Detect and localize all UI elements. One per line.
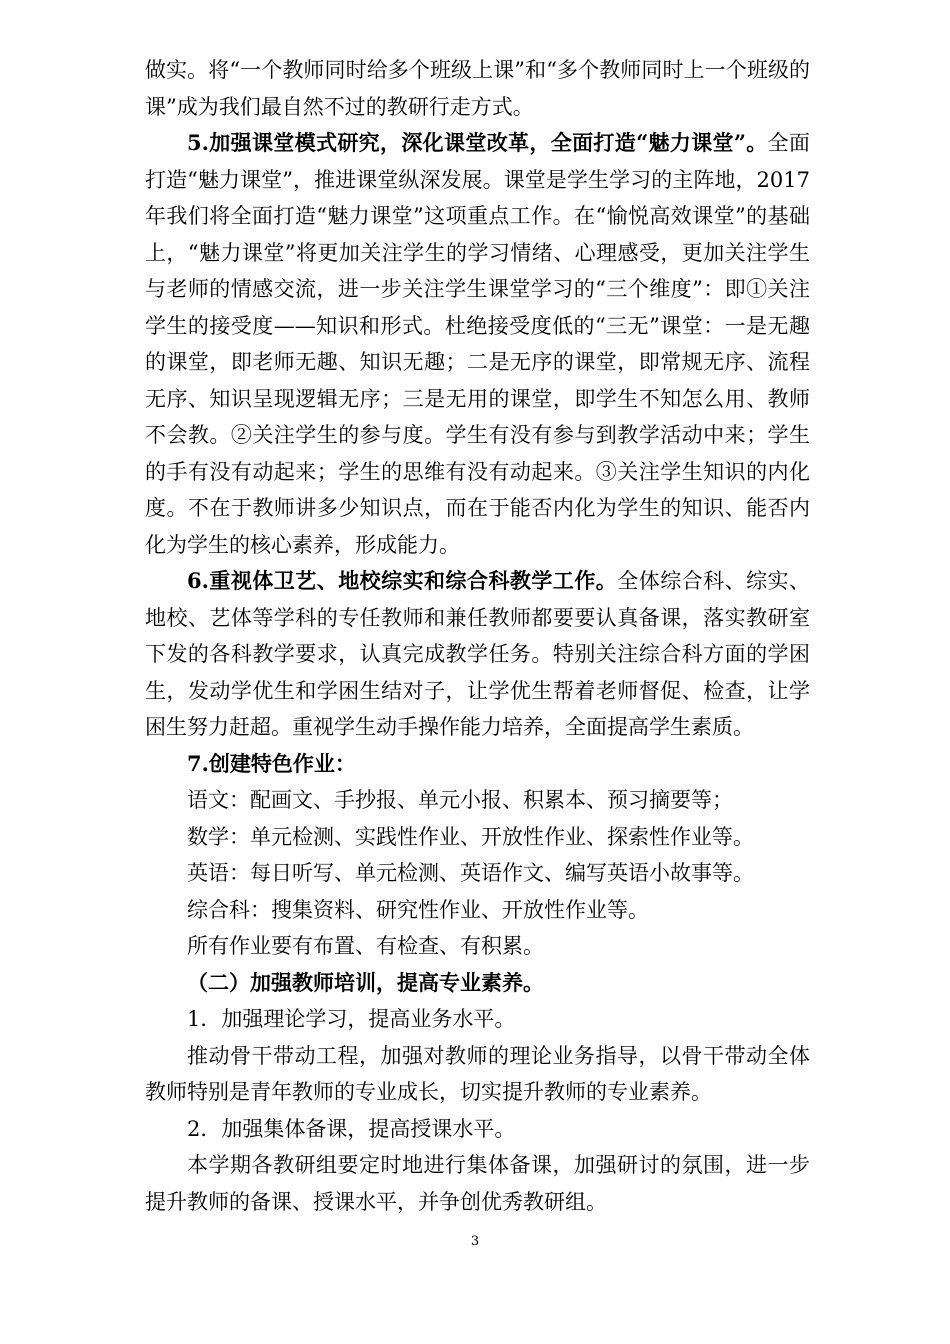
- paragraph-continuation: [145, 52, 810, 125]
- homework-item-summary: 所有作业要有布置、有检查、有积累。: [187, 934, 544, 958]
- homework-item-math: 数学：单元检测、实践性作业、开放性作业、探索性作业等。: [187, 824, 754, 849]
- paragraph-classroom-model: [145, 125, 810, 563]
- section-heading-7: 7.创建特色作业：: [187, 750, 356, 776]
- page-number: 3: [470, 1234, 480, 1249]
- paragraph-text: 做实。将“一个教师同时给多个班级上课”和“多个教师同时上一个班级的课”成为我们最自然不过的教研行走方式。: [145, 58, 810, 119]
- paragraph-special-homework: [145, 746, 810, 783]
- paragraph-lesson-prep: 本学期各教研组要定时地进行集体备课，加强研讨的氛围，进一步提升教师的备课、授课水平，并争创优秀教研组。: [145, 1153, 810, 1214]
- subsection-title-lesson-prep: 2．加强集体备课，提高授课水平。: [187, 1116, 516, 1141]
- section-heading-6: 6.重视体卫艺、地校综实和综合科教学工作。: [187, 568, 618, 593]
- paragraph-text: 全体综合科、综实、地校、艺体等学科的专任教师和兼任教师都要要认真备课，落实教研室下发的各科教学要求，认真完成教学任务。特别关注综合科方面的学困生，发动学优生和学困生结对子，让学优生帮着老师督促、检查，让学困生努力赶超。重视学生动手操作能力培养，全面提高学生素质。: [145, 569, 811, 739]
- paragraph-theory-study: 推动骨干带动工程，加强对教师的理论业务指导，以骨干带动全体教师特别是青年教师的专业成长，切实提升教师的专业素养。: [145, 1043, 810, 1104]
- homework-item-comprehensive: 综合科：搜集资料、研究性作业、开放性作业等。: [187, 897, 649, 922]
- paragraph-comprehensive-subjects: [145, 563, 810, 746]
- homework-item-chinese: 语文：配画文、手抄报、单元小报、积累本、预习摘要等；: [187, 788, 733, 812]
- subsection-title-theory: 1．加强理论学习，提高业务水平。: [187, 1007, 516, 1031]
- section-heading-5: 5.加强课堂模式研究，深化课堂改革，全面打造“魅力课堂”。: [187, 130, 768, 155]
- homework-item-english: 英语：每日听写、单元检测、英语作文、编写英语小故事等。: [187, 861, 754, 885]
- document-body: [145, 52, 810, 1220]
- paragraph-text: 全面打造“魅力课堂”，推进课堂纵深发展。课堂是学生学习的主阵地，2017年我们将全面打造“魅力课堂”这项重点工作。在“愉悦高效课堂”的基础上，“魅力课堂”将更加关注学生的学习情绪、心理感受，更加关注学生与老师的情感交流，进一步关注学生课堂学习的“三个维度”：即①关注学生的接受度——知识和形式。杜绝接受度低的“三无”课堂：一是无趣的课堂，即老师无趣、知识无趣；二是无序的课堂，即常规无序、流程无序、知识呈现逻辑无序；三是无用的课堂，即学生不知怎么用、教师不会教。②关注学生的参与度。学生有没有参与到教学活动中来；学生的手有没有动起来；学生的思维有没有动起来。③关注学生知识的内化度。不在于教师讲多少知识点，而在于能否内化为学生的知识、能否内化为学生的核心素养，形成能力。: [145, 131, 810, 557]
- section-heading-teacher-training: （二）加强教师培训，提高专业素养。: [187, 969, 544, 995]
